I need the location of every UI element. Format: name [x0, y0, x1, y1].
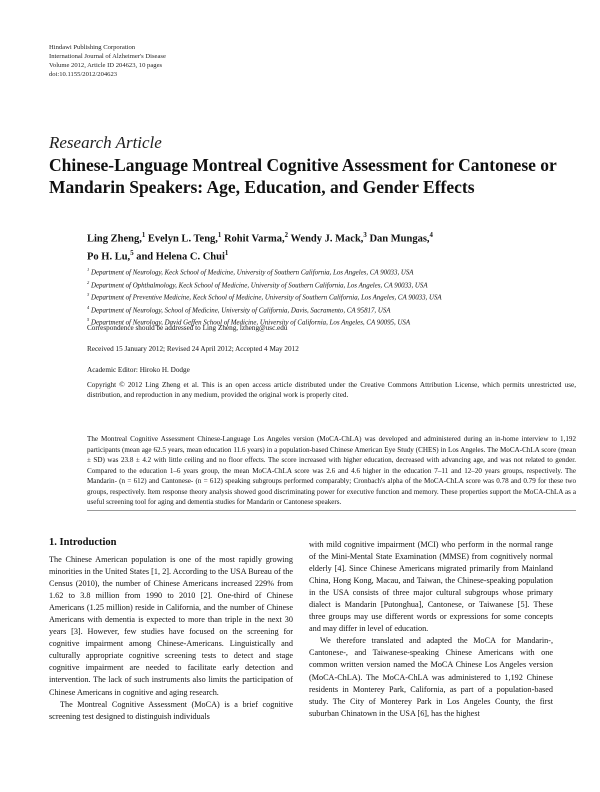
journal-name: International Journal of Alzheimer's Disease	[49, 52, 166, 60]
affil-mark: 4	[429, 232, 433, 239]
abstract: The Montreal Cognitive Assessment Chinese-Language Los Angeles version (MoCA-ChLA) was developed and administered during an in-home interview to 1,192 participants (mean age 62.5 years, mean education 11.6 years) in a population-based Chinese American Eye Study (CHES) in Los Angeles. The MoCA-ChLA score (mean ± SD) was 23.8 ± 4.2 with little ceiling and no floor effects. The score increased with higher education, decreased with advancing age, and was not related to gender. Compared to the education 1–6 years group, the mean MoCA-ChLA score was 2.6 and 4.6 higher in the education 7–11 and 12–20 years groups, respectively. The Mandarin- (n = 612) and Cantonese- (n = 612) speaking subgroups performed comparably; Cronbach's alpha of the MoCA-ChLA score was 0.78 and 0.79 for these two groups, respectively. Item response theory analysis showed good discriminating power for executive function and memory. These properties support the MoCA-ChLA as a useful screening tool for aging and dementia studies for Mandarin or Cantonese speakers.	[87, 435, 576, 506]
author: Po H. Lu,	[87, 251, 131, 262]
affiliation-item: $^3$ Department of Preventive Medicine, Keck School of Medicine, University of Southern California, Los Angeles, CA 90033, USA	[87, 292, 442, 302]
divider	[87, 510, 576, 511]
author: Wendy J. Mack,	[290, 233, 364, 245]
author-list	[87, 229, 557, 264]
affil-mark: 5	[130, 249, 134, 257]
author: Dan Mungas,	[369, 233, 430, 245]
volume-info: Volume 2012, Article ID 204623, 10 pages	[49, 61, 163, 69]
affiliations	[87, 265, 567, 328]
article-title: Chinese-Language Montreal Cognitive Assessment for Cantonese or Mandarin Speakers: Age, Education, and Gender Effects	[49, 155, 557, 197]
author: Ling Zheng,	[87, 233, 142, 245]
paragraph: with mild cognitive impairment (MCI) who perform in the normal range of the Mini-Mental State Examination (MMSE) from cognitively normal elderly [4]. Since Chinese Americans migrated primarily from Mainland China, Hong Kong, Macau, and Taiwan, the Chinese-speaking population in the USA consists of three major cultural subgroups whose primary dialect is Mandarin [Putonghua], Cantonese, or Taiwanese [5]. These three groups may use different words or expressions for some concepts and may differ in level of education.	[309, 540, 553, 634]
affil-mark: 3	[363, 232, 367, 239]
academic-editor: Academic Editor: Hiroko H. Dodge	[87, 366, 190, 374]
affil-mark: 2	[284, 232, 289, 239]
author: Rohit Varma,	[223, 233, 285, 245]
dates: Received 15 January 2012; Revised 24 April 2012; Accepted 4 May 2012	[87, 345, 299, 353]
affiliation-item: $^1$ Department of Neurology, Keck School of Medicine, University of Southern California, Los Angeles, CA 90033, USA	[87, 267, 414, 277]
paragraph: We therefore translated and adapted the MoCA for Mandarin-, Cantonese-, and Taiwanese-speaking Chinese Americans with one common written version named the MoCA Chinese Los Angeles version (MoCA-ChLA). The MoCA-ChLA was administered to 1,192 Chinese residents in Monterey Park, California, as part of a population-based study. The City of Monterey Park in Los Angeles County, the first suburban Chinatown in the USA [6], has the highest	[309, 636, 553, 718]
copyright: Copyright © 2012 Ling Zheng et al. This is an open access article distributed under the Creative Commons Attribution License, which permits unrestricted use, distribution, and reproduction in any medium, provided the original work is properly cited.	[87, 381, 576, 399]
right-column	[309, 539, 553, 720]
left-column	[49, 554, 293, 723]
affiliation-item: $^2$ Department of Ophthalmology, Keck School of Medicine, University of Southern California, Los Angeles, CA 90033, USA	[87, 279, 428, 289]
affil-mark: 1	[224, 249, 229, 257]
affiliation-item: $^5$ Department of Neurology, David Geffen School of Medicine, University of California, Los Angeles, CA 90095, USA	[87, 317, 411, 327]
paragraph: The Chinese American population is one of the most rapidly growing minorities in the United States [1, 2]. According to the USA Bureau of the Census (2010), the number of Chinese Americans increased 229% from 1.62 to 3.8 million from 1990 to 2010 [2]. One-third of Chinese Americans (1.25 million) reside in California, and the number of Chinese Americans with dementia is expected to more than triple in the next 30 years [3]. However, few studies have focused on the screening for cognitive impairment among Chinese-Americans. Linguistically and culturally appropriate cognitive screening tests to detect and stage cognitive impairment are needed to facilitate early detection and intervention. The lack of such instruments also limits the participation of Chinese Americans in cognitive and aging research.	[49, 555, 293, 697]
author: and Helena C. Chui	[136, 251, 225, 262]
section-heading: 1. Introduction	[49, 537, 117, 548]
article-type: Research Article	[49, 133, 162, 152]
correspondence: Correspondence should be addressed to Ling Zheng, lzheng@usc.edu	[87, 324, 288, 332]
affil-mark: 1	[141, 232, 146, 239]
doi: doi:10.1155/2012/204623	[49, 70, 118, 78]
author: Evelyn L. Teng,	[147, 233, 218, 245]
publisher: Hindawi Publishing Corporation	[49, 44, 136, 51]
affil-mark: 1	[217, 232, 222, 239]
journal-header	[49, 44, 166, 80]
affiliation-item: $^4$ Department of Neurology, School of Medicine, University of California, Davis, Sacramento, CA 95817, USA	[87, 304, 391, 314]
paragraph: The Montreal Cognitive Assessment (MoCA) is a brief cognitive screening test designed to distinguish individuals	[49, 699, 293, 721]
